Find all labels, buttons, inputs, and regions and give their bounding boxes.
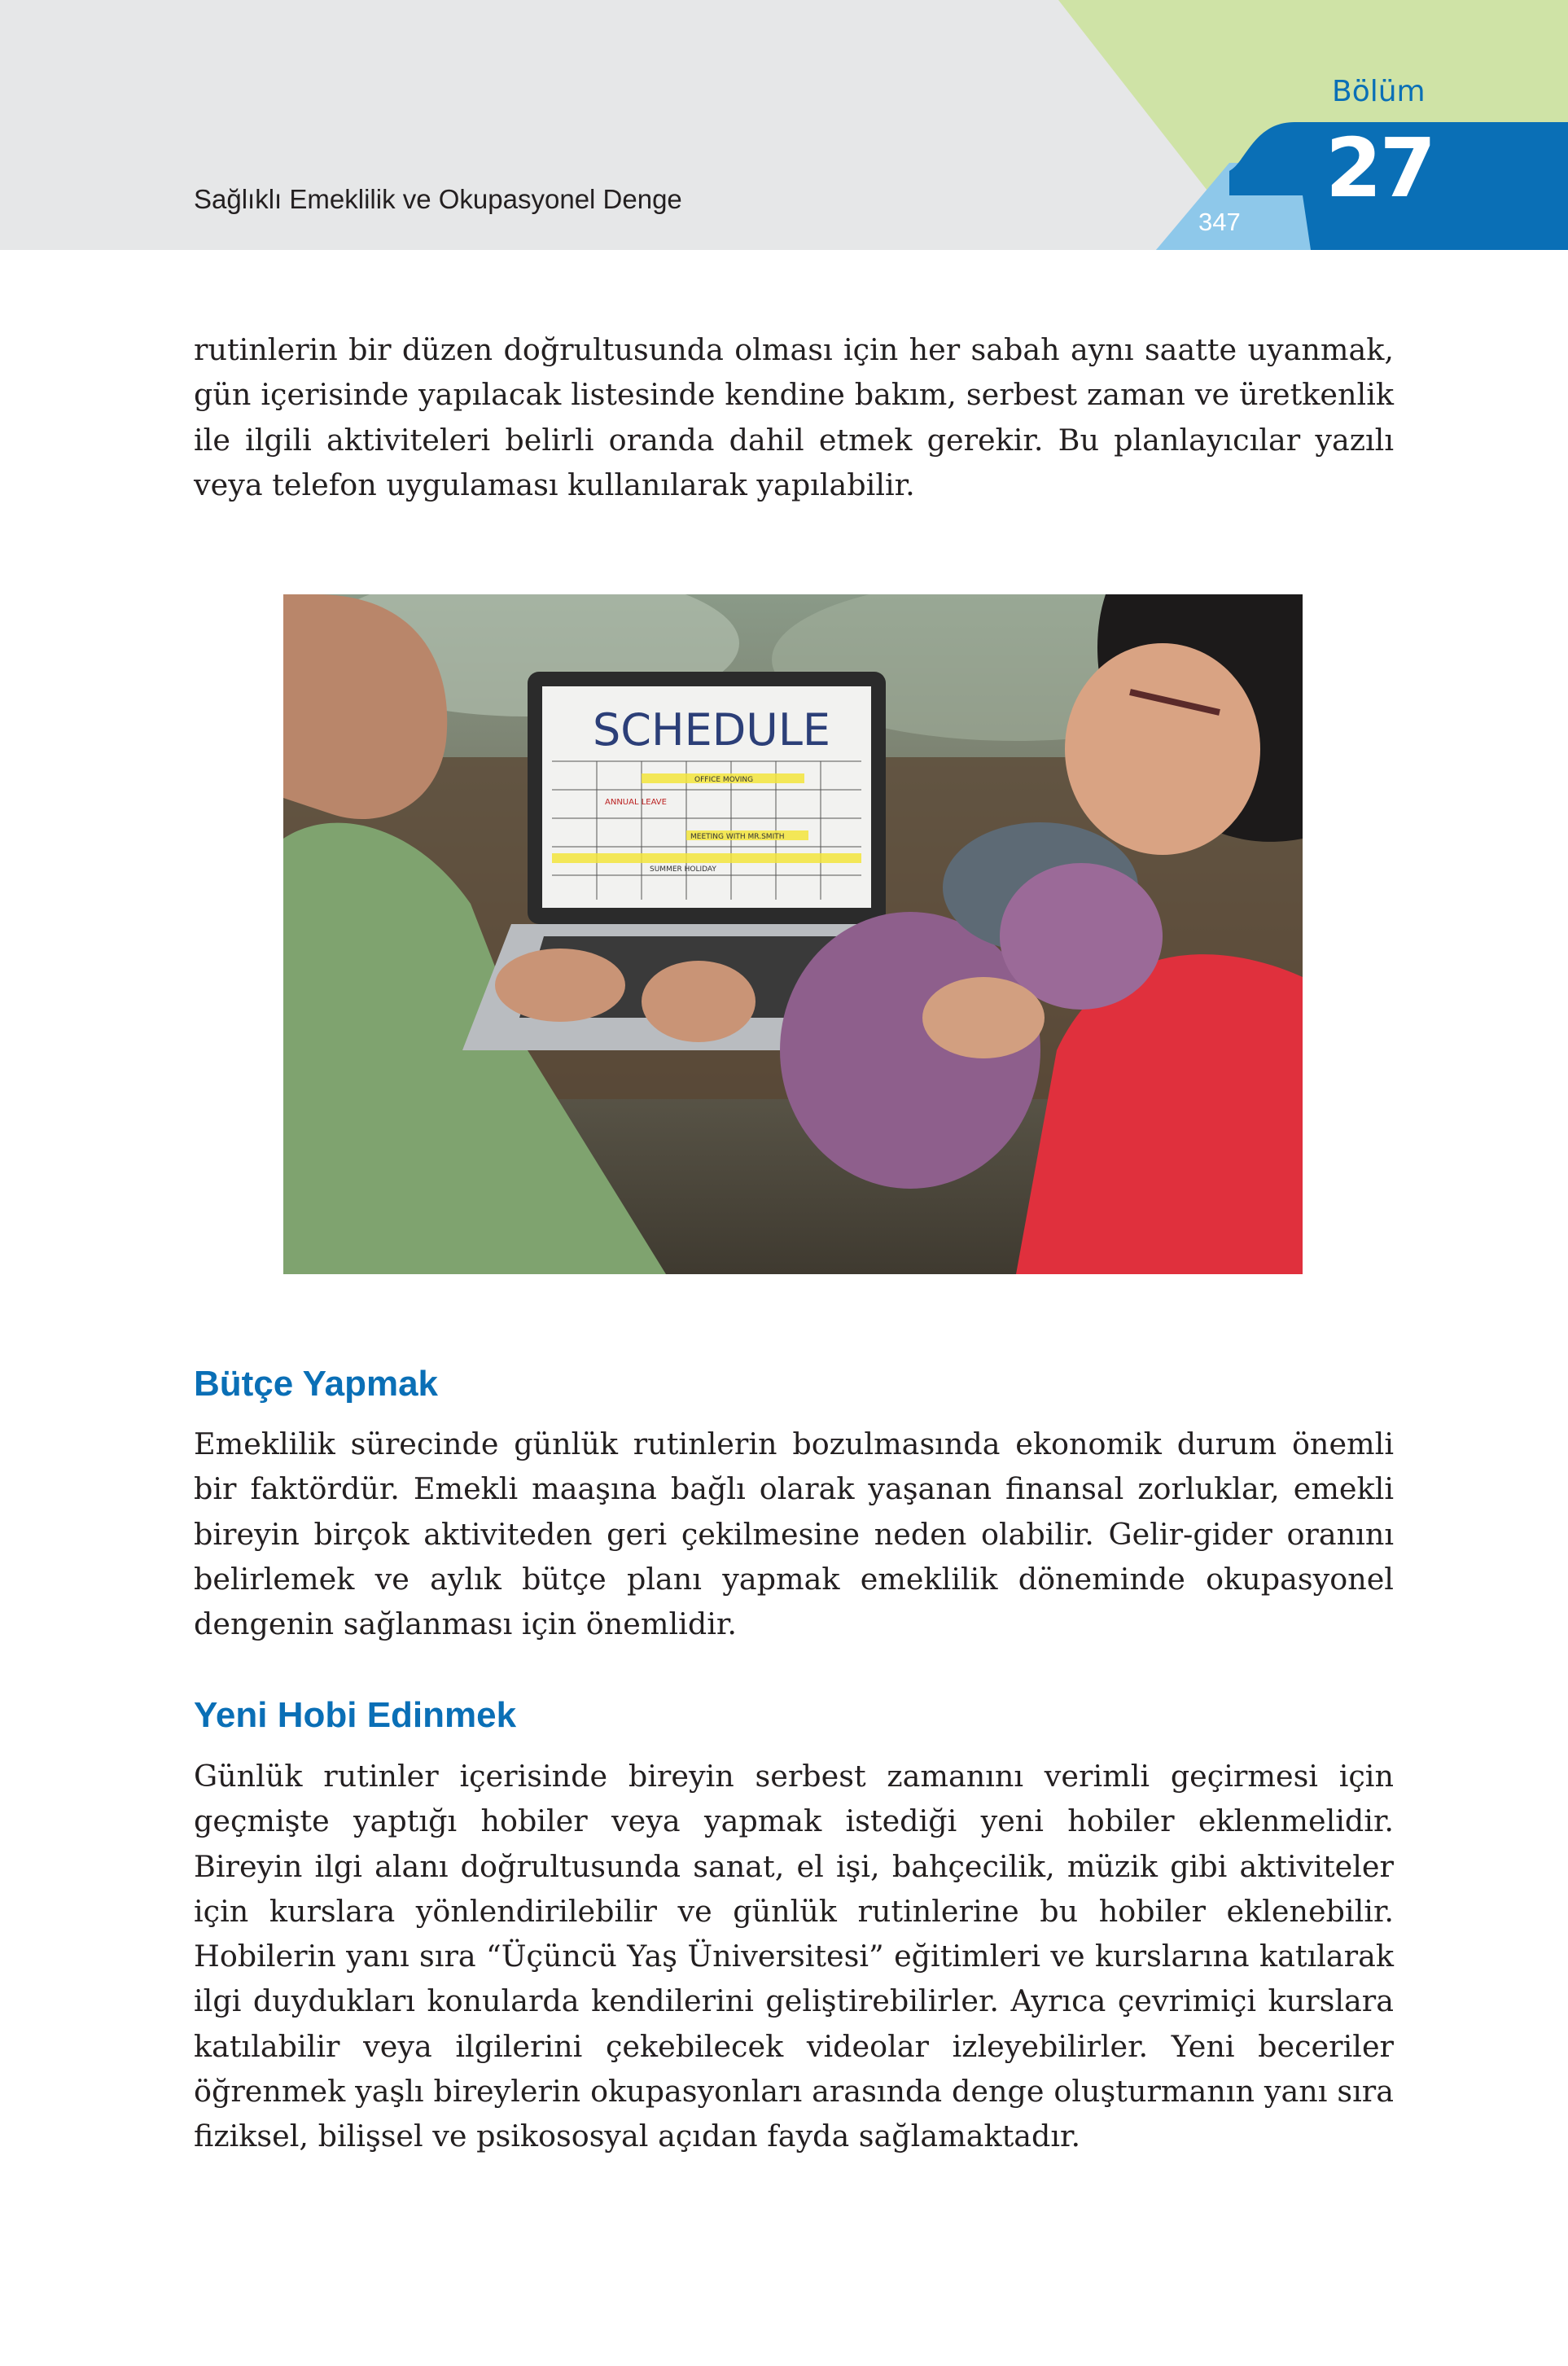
calendar-note-3: MEETING WITH MR.SMITH [690, 833, 785, 841]
running-title: Sağlıklı Emeklilik ve Okupasyonel Denge [194, 184, 682, 214]
schedule-title: SCHEDULE [593, 704, 831, 756]
calendar-note-2: OFFICE MOVING [694, 776, 754, 784]
page-number: 347 [1198, 208, 1241, 236]
section-heading-butce: Bütçe Yapmak [194, 1364, 439, 1404]
section-body-butce: Emeklilik sürecinde günlük rutinlerin bozulmasında ekonomik durum önemli bir faktördür. Emekli maaşına bağlı olarak yaşanan finansal zorluklar, emekli bireyin birçok aktiviteden geri çekilmesine neden olabilir. Gelir-gider oranını belirlemek ve aylık bütçe planı yapmak emeklilik döneminde okupasyonel dengenin sağlanması için önemlidir. [194, 1426, 1394, 1642]
calendar-note-4: SUMMER HOLIDAY [650, 865, 716, 874]
chapter-label: Bölüm [1332, 75, 1426, 108]
chapter-number: 27 [1325, 120, 1434, 216]
intro-paragraph: rutinlerin bir düzen doğrultusunda olması için her sabah aynı saatte uyanmak, gün içerisinde yapılacak listesinde kendine bakım, serbest zaman ve üretkenlik ile ilgili aktiviteleri belirli oranda dahil etmek gerekir. Bu planlayıcılar yazılı veya telefon uygulaması kullanılarak yapılabilir. [194, 332, 1394, 502]
schedule-laptop-photo [283, 594, 1303, 1274]
section-heading-hobi: Yeni Hobi Edinmek [194, 1695, 517, 1735]
calendar-note-1: ANNUAL LEAVE [605, 798, 667, 807]
section-body-hobi: Günlük rutinler içerisinde bireyin serbest zamanını verimli geçirmesi için geçmişte yaptığı hobiler veya yapmak istediği yeni hobiler eklenmelidir. Bireyin ilgi alanı doğrultusunda sanat, el işi, bahçecilik, müzik gibi aktiviteler için kurslara yönlendirilebilir ve günlük rutinlerine bu hobiler eklenebilir. Hobilerin yanı sıra “Üçüncü Yaş Üniversitesi” eğitimleri ve kurslarına katılarak ilgi duydukları konularda kendilerini geliştirebilirler. Ayrıca çevrimiçi kurslara katılabilir veya ilgilerini çekebilecek videolar izleyebilirler. Yeni beceriler öğrenmek yaşlı bireylerin okupasyonları arasında denge oluşturmanın yanı sıra fiziksel, bilişsel ve psikososyal açıdan fayda sağlamaktadır. [194, 1759, 1394, 2154]
